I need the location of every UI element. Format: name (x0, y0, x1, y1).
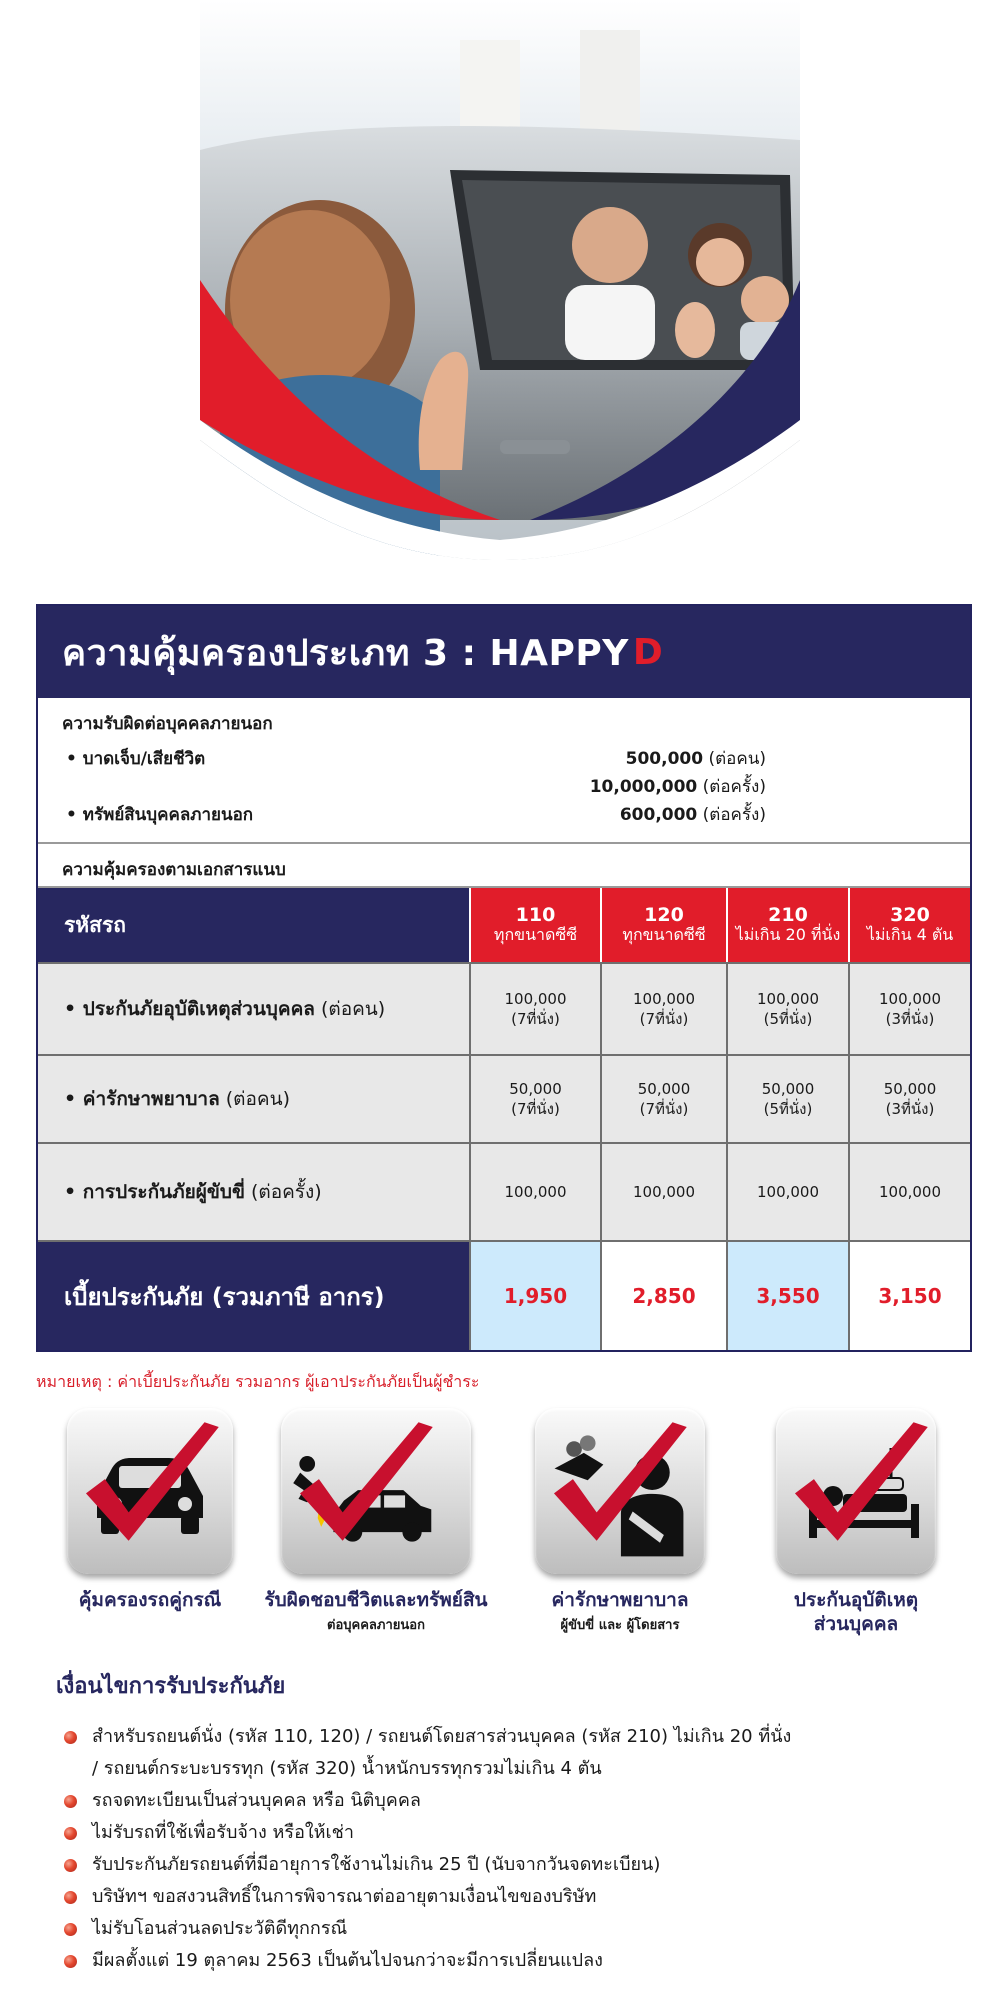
liability-row-label: • ทรัพย์สินบุคคลภายนอก (66, 805, 254, 825)
table-cell: 100,000 (5ที่นั่ง) (726, 964, 848, 1054)
list-item: ไม่รับรถที่ใช้เพื่อรับจ้าง หรือให้เช่า (56, 1817, 956, 1849)
icon-caption: รับผิดชอบชีวิตและทรัพย์สิน (264, 1589, 488, 1611)
conditions-section (56, 1668, 956, 1977)
liability-title: ความรับผิดต่อบุคคลภายนอก (62, 714, 273, 734)
injured-person-icon (535, 1408, 705, 1574)
table-cell: 100,000 (726, 1144, 848, 1240)
liability-row-amount: 10,000,000 (ต่อครั้ง) (589, 777, 766, 797)
premium-note: หมายเหตุ : ค่าเบี้ยประกันภัย รวมอากร ผู้เอาประกันภัยเป็นผู้ชำระ (36, 1372, 480, 1391)
column-header-110: 110 ทุกขนาดซีซี (469, 888, 600, 962)
table-cell: 100,000 (469, 1144, 600, 1240)
icon-caption-sub: ส่วนบุคคล (813, 1613, 899, 1635)
family-car-photo (200, 0, 800, 565)
premium-row (38, 1242, 970, 1350)
table-cell: 50,000 (7ที่นั่ง) (600, 1056, 726, 1142)
coverage-table (38, 888, 970, 1350)
coverage-icon-item (756, 1408, 956, 1636)
row-label: • ค่ารักษาพยาบาล (ต่อคน) (64, 1088, 291, 1110)
table-header-row (38, 888, 970, 964)
liability-row-amount: 500,000 (ต่อคน) (625, 749, 766, 769)
bullet-icon (64, 1795, 77, 1808)
coverage-title-accent: D (632, 631, 663, 673)
icon-caption: ประกันอุบัติเหตุ (793, 1589, 919, 1611)
row-label: • การประกันภัยผู้ขับขี่ (ต่อครั้ง) (64, 1181, 322, 1203)
bullet-icon (64, 1923, 77, 1936)
table-cell: 50,000 (5ที่นั่ง) (726, 1056, 848, 1142)
checkmark-icon (67, 1408, 233, 1574)
row-label: • ประกันภัยอุบัติเหตุส่วนบุคคล (ต่อคน) (64, 998, 386, 1020)
liability-section (38, 698, 970, 844)
car-icon (67, 1408, 233, 1574)
coverage-icon-item (50, 1408, 250, 1614)
premium-value: 1,950 (469, 1242, 600, 1350)
coverage-icon-item (520, 1408, 720, 1635)
table-row (38, 1144, 970, 1242)
icon-caption: ค่ารักษาพยาบาล (551, 1589, 689, 1611)
car-accident-icon (281, 1408, 471, 1574)
list-item: บริษัทฯ ขอสงวนสิทธิ์ในการพิจารณาต่ออายุตามเงื่อนไขของบริษัท (56, 1881, 956, 1913)
premium-value: 3,150 (848, 1242, 970, 1350)
table-cell: 100,000 (848, 1144, 970, 1240)
table-cell: 100,000 (3ที่นั่ง) (848, 964, 970, 1054)
bullet-icon (64, 1891, 77, 1904)
table-row (38, 1056, 970, 1144)
premium-label: เบี้ยประกันภัย (รวมภาษี อากร) (38, 1242, 469, 1350)
coverage-icons (0, 1408, 1000, 1668)
list-item: มีผลตั้งแต่ 19 ตุลาคม 2563 เป็นต้นไปจนกว่าจะมีการเปลี่ยนแปลง (56, 1945, 956, 1977)
table-cell: 100,000 (7ที่นั่ง) (600, 964, 726, 1054)
coverage-header (38, 606, 970, 698)
bullet-icon (64, 1827, 77, 1840)
liability-row (62, 745, 946, 773)
list-item: รถจดทะเบียนเป็นส่วนบุคคล หรือ นิติบุคคล (56, 1785, 956, 1817)
liability-row-amount: 600,000 (ต่อครั้ง) (619, 805, 766, 825)
coverage-title: ความคุ้มครองประเภท 3 : HAPPY (62, 632, 629, 674)
table-row (38, 964, 970, 1056)
icon-caption-sub: ผู้ขับขี่ และ ผู้โดยสาร (560, 1618, 680, 1633)
table-cell: 100,000 (600, 1144, 726, 1240)
coverage-card (36, 604, 972, 1352)
column-header-120: 120 ทุกขนาดซีซี (600, 888, 726, 962)
list-item: ไม่รับโอนส่วนลดประวัติดีทุกกรณี (56, 1913, 956, 1945)
bullet-icon (64, 1731, 77, 1744)
hero-photo (200, 0, 800, 565)
checkmark-icon (281, 1408, 447, 1574)
premium-value: 3,550 (726, 1242, 848, 1350)
table-cell: 50,000 (3ที่นั่ง) (848, 1056, 970, 1142)
list-item: สำหรับรถยนต์นั่ง (รหัส 110, 120) / รถยนต์โดยสารส่วนบุคคล (รหัส 210) ไม่เกิน 20 ที่นั่ง (56, 1721, 956, 1753)
liability-row-label: • บาดเจ็บ/เสียชีวิต (66, 749, 206, 769)
icon-caption-sub: ต่อบุคคลภายนอก (327, 1618, 425, 1633)
table-cell: 100,000 (7ที่นั่ง) (469, 964, 600, 1054)
list-item: รับประกันภัยรถยนต์ที่มีอายุการใช้งานไม่เกิน 25 ปี (นับจากวันจดทะเบียน) (56, 1849, 956, 1881)
icon-caption: คุ้มครองรถคู่กรณี (78, 1589, 222, 1611)
column-header-210: 210 ไม่เกิน 20 ที่นั่ง (726, 888, 848, 962)
liability-row (62, 801, 946, 829)
hospital-bed-icon (776, 1408, 936, 1574)
attachment-title: ความคุ้มครองตามเอกสารแนบ (38, 844, 970, 888)
premium-value: 2,850 (600, 1242, 726, 1350)
bullet-icon (64, 1955, 77, 1968)
bullet-icon (64, 1859, 77, 1872)
list-item: / รถยนต์กระบะบรรทุก (รหัส 320) น้ำหนักบรรทุกรวมไม่เกิน 4 ตัน (92, 1758, 602, 1779)
table-cell: 50,000 (7ที่นั่ง) (469, 1056, 600, 1142)
coverage-icon-item (256, 1408, 496, 1635)
checkmark-icon (535, 1408, 701, 1574)
conditions-list (56, 1721, 956, 1977)
code-label: รหัสรถ (64, 912, 126, 937)
liability-row (62, 773, 946, 801)
checkmark-icon (776, 1408, 942, 1574)
conditions-title: เงื่อนไขการรับประกันภัย (56, 1674, 286, 1699)
column-header-320: 320 ไม่เกิน 4 ตัน (848, 888, 970, 962)
